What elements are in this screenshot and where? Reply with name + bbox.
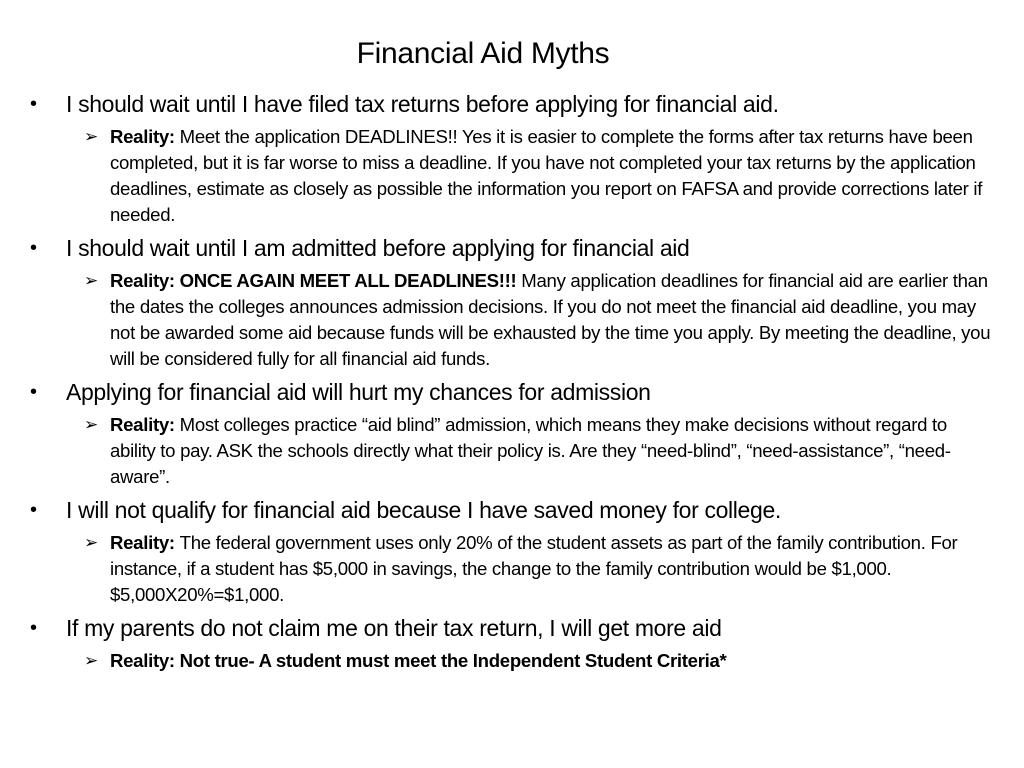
arrow-bullet-icon: ➢ xyxy=(84,415,98,434)
bullet-icon: • xyxy=(30,499,37,521)
myth-item xyxy=(28,614,994,642)
arrow-bullet-icon: ➢ xyxy=(84,127,98,146)
reality-text: Many application deadlines for financial aid are earlier than the dates the colleges announces admission decisions. If you do not meet the financial aid deadline, you may not be awarded some aid because funds will be exhausted by the time you apply. By meeting the deadline, you will be considered fully for all financial aid funds. xyxy=(110,270,991,369)
myth-item xyxy=(28,378,994,406)
myth-text: I will not qualify for financial aid because I have saved money for college. xyxy=(66,497,781,523)
arrow-bullet-icon: ➢ xyxy=(84,271,98,290)
myth-text: If my parents do not claim me on their tax return, I will get more aid xyxy=(66,615,722,641)
myth-item xyxy=(28,90,994,118)
myth-text: I should wait until I have filed tax returns before applying for financial aid. xyxy=(66,91,779,117)
reality-label: Reality: xyxy=(110,126,180,147)
bullet-icon: • xyxy=(30,617,37,639)
arrow-bullet-icon: ➢ xyxy=(84,651,98,670)
bullet-icon: • xyxy=(30,237,37,259)
reality-label: Reality: xyxy=(110,532,180,553)
reality-item xyxy=(84,530,994,608)
myth-item xyxy=(28,234,994,262)
reality-item xyxy=(84,648,994,674)
bullet-icon: • xyxy=(30,381,37,403)
reality-label: Reality: xyxy=(110,414,180,435)
reality-text: Meet the application DEADLINES!! Yes it is easier to complete the forms after tax returns have been completed, but it is far worse to miss a deadline. If you have not completed your tax returns by the application deadlines, estimate as closely as possible the information you report on FAFSA and provide corrections later if needed. xyxy=(110,126,983,225)
myth-text: Applying for financial aid will hurt my chances for admission xyxy=(66,379,651,405)
bullet-icon: • xyxy=(30,93,37,115)
reality-text: Most colleges practice “aid blind” admission, which means they make decisions without regard to ability to pay. ASK the schools directly what their policy is. Are they “need-blind”, “need-assistance”, “need-aware”. xyxy=(110,414,951,487)
reality-item xyxy=(84,124,994,228)
slide-title: Financial Aid Myths xyxy=(356,37,610,70)
reality-text: The federal government uses only 20% of the student assets as part of the family contribution. For instance, if a student has $5,000 in savings, the change to the family contribution would be $1,000. $5,000X20%=$1,000. xyxy=(110,532,958,605)
reality-item xyxy=(84,412,994,490)
myth-text: I should wait until I am admitted before applying for financial aid xyxy=(66,235,690,261)
myth-item xyxy=(28,496,994,524)
arrow-bullet-icon: ➢ xyxy=(84,533,98,552)
reality-item xyxy=(84,268,994,372)
reality-label: Reality: ONCE AGAIN MEET ALL DEADLINES!!! xyxy=(110,270,522,291)
myth-list xyxy=(28,90,994,680)
reality-label: Reality: Not true- A student must meet the Independent Student Criteria* xyxy=(110,650,727,671)
